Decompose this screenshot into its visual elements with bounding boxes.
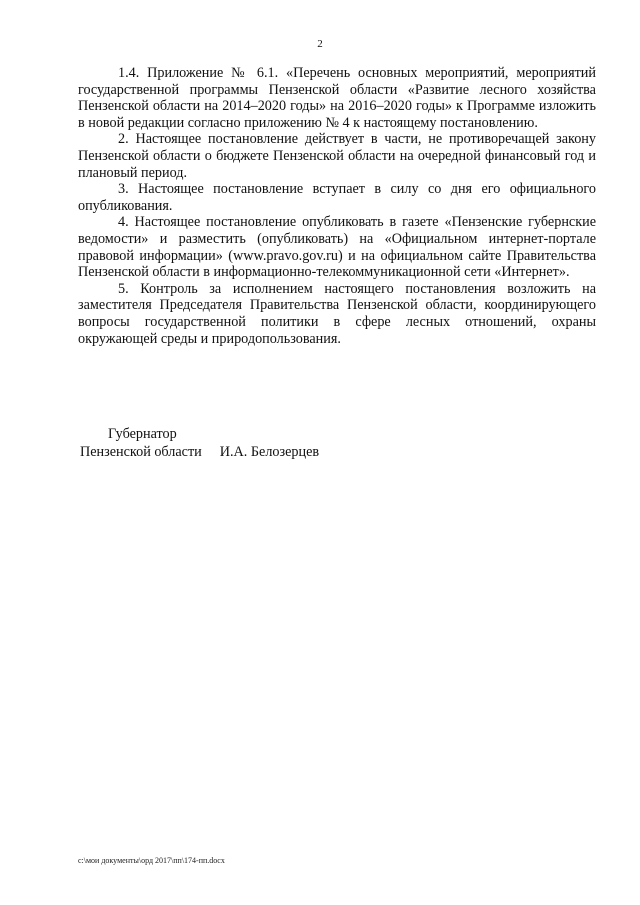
paragraph-2: 2. Настоящее постановление действует в части, не противоречащей закону Пензенской области о бюджете Пензенской области на очередной финансовый год и плановый период. bbox=[78, 131, 596, 181]
paragraph-5: 5. Контроль за исполнением настоящего постановления возложить на заместителя Председателя Правительства Пензенской области, координирующего вопросы государственной политики в сфере лесных отношений, охраны окружающей среды и природопользования. bbox=[78, 280, 596, 347]
paragraph-4: 4. Настоящее постановление опубликовать в газете «Пензенские губернские ведомости» и разместить (опубликовать) на «Официальном интернет-портале правовой информации» (www.pravo.gov.ru) и на официальном сайте Правительства Пензенской области в информационно-телекоммуникационной сети «Интернет». bbox=[78, 214, 596, 281]
signature-position-line2: Пензенской области bbox=[80, 444, 202, 460]
signature-name: И.А. Белозерцев bbox=[219, 444, 320, 460]
page-number: 2 bbox=[317, 38, 323, 50]
document-body bbox=[78, 65, 596, 347]
footer-file-path: c:\мои документы\орд 2017\пп\174-пп.docx bbox=[78, 856, 225, 865]
paragraph-3: 3. Настоящее постановление вступает в силу со дня его официального опубликования. bbox=[78, 181, 596, 214]
signature-position-line1: Губернатор bbox=[108, 426, 177, 442]
signature-block bbox=[80, 425, 319, 461]
paragraph-1-4: 1.4. Приложение № 6.1. «Перечень основных мероприятий, мероприятий государственной программы Пензенской области «Развитие лесного хозяйства Пензенской области на 2014–2020 годы» на 2016–2020 годы» к Программе изложить в новой редакции согласно приложению № 4 к настоящему постановлению. bbox=[78, 65, 596, 131]
signature-row bbox=[80, 443, 319, 461]
